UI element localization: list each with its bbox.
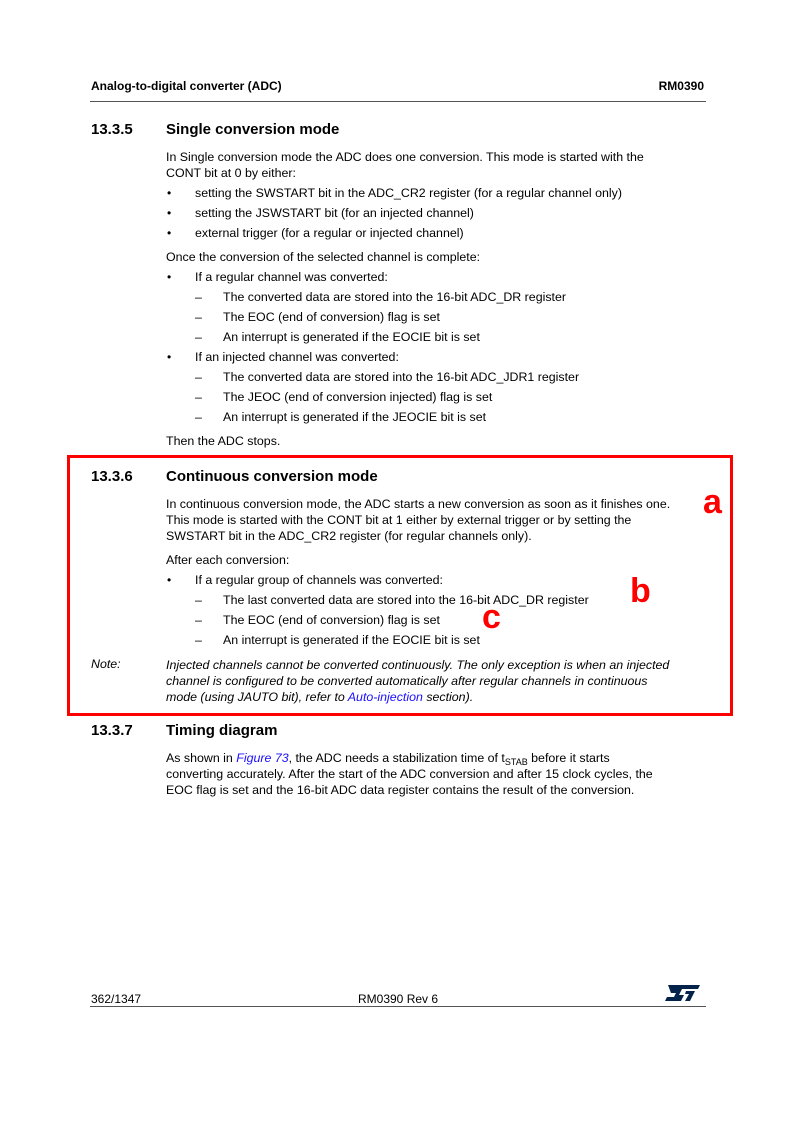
text-segment: As shown in	[166, 751, 237, 765]
paragraph-line: In Single conversion mode the ADC does one conversion. This mode is started with the	[166, 150, 644, 164]
dash-icon: –	[195, 613, 202, 627]
paragraph-line: After each conversion:	[166, 553, 290, 567]
paragraph-line: This mode is started with the CONT bit at 1 either by external trigger or by setting the	[166, 513, 632, 527]
dash-icon: –	[195, 290, 202, 304]
note-text	[166, 657, 711, 705]
section-number: 13.3.6	[91, 468, 133, 485]
annotation-c: c	[482, 598, 501, 636]
bullet-icon: •	[167, 350, 172, 364]
subscript: STAB	[504, 757, 528, 767]
note-label: Note:	[91, 657, 121, 671]
paragraph-line: In continuous conversion mode, the ADC starts a new conversion as soon as it finishes one.	[166, 497, 671, 511]
dash-icon: –	[195, 330, 202, 344]
bullet-icon: •	[167, 573, 172, 587]
footer-divider	[90, 1006, 706, 1007]
dash-icon: –	[195, 593, 202, 607]
text-segment: before it starts	[527, 751, 610, 765]
page-number: 362/1347	[91, 992, 142, 1006]
bullet-icon: •	[167, 226, 172, 240]
paragraph-line: EOC flag is set and the 16-bit ADC data register contains the result of the conversion.	[166, 783, 635, 797]
sub-list-item: An interrupt is generated if the EOCIE bit is set	[223, 633, 480, 647]
section-title: Continuous conversion mode	[166, 468, 378, 485]
sub-list-item: The converted data are stored into the 16-bit ADC_DR register	[223, 290, 566, 304]
sub-list-item: The converted data are stored into the 16-bit ADC_JDR1 register	[223, 370, 580, 384]
sub-list-item: The last converted data are stored into the 16-bit ADC_DR register	[223, 593, 589, 607]
sub-list-item: The JEOC (end of conversion injected) flag is set	[223, 390, 493, 404]
note-line: channel is configured to be converted automatically after regular channels in continuous	[166, 674, 648, 688]
sub-list-item: An interrupt is generated if the EOCIE bit is set	[223, 330, 480, 344]
dash-icon: –	[195, 410, 202, 424]
paragraph-line: SWSTART bit in the ADC_CR2 register (for regular channels only).	[166, 529, 532, 543]
dash-icon: –	[195, 633, 202, 647]
section-number: 13.3.5	[91, 121, 133, 138]
dash-icon: –	[195, 390, 202, 404]
list-item: If a regular channel was converted:	[195, 270, 388, 284]
list-item: setting the JSWSTART bit (for an injected channel)	[195, 206, 474, 220]
note-text-segment: section).	[422, 690, 474, 704]
paragraph-line: CONT bit at 0 by either:	[166, 166, 296, 180]
st-logo-icon	[662, 983, 702, 1008]
paragraph-line: Then the ADC stops.	[166, 434, 281, 448]
list-item: external trigger (for a regular or injected channel)	[195, 226, 464, 240]
running-header-title: Analog-to-digital converter (ADC)	[91, 79, 282, 93]
paragraph-line: Once the conversion of the selected channel is complete:	[166, 250, 481, 264]
annotation-a: a	[703, 483, 722, 521]
bullet-icon: •	[167, 270, 172, 284]
document-revision: RM0390 Rev 6	[358, 992, 439, 1006]
list-item: If an injected channel was converted:	[195, 350, 399, 364]
bullet-icon: •	[167, 186, 172, 200]
sub-list-item: The EOC (end of conversion) flag is set	[223, 613, 440, 627]
section-title: Single conversion mode	[166, 121, 340, 138]
auto-injection-link[interactable]: Auto-injection	[347, 690, 423, 704]
dash-icon: –	[195, 370, 202, 384]
text-segment: , the ADC needs a stabilization time of t	[288, 751, 505, 765]
sub-list-item: The EOC (end of conversion) flag is set	[223, 310, 440, 324]
running-header-doc-id: RM0390	[658, 79, 704, 93]
sub-list-item: An interrupt is generated if the JEOCIE bit is set	[223, 410, 487, 424]
header-divider	[90, 101, 706, 102]
dash-icon: –	[195, 310, 202, 324]
paragraph-line: converting accurately. After the start of the ADC conversion and after 15 clock cycles, the	[166, 767, 653, 781]
list-item: setting the SWSTART bit in the ADC_CR2 register (for a regular channel only)	[195, 186, 622, 200]
note-line	[166, 689, 711, 705]
note-line: Injected channels cannot be converted continuously. The only exception is when an injected	[166, 658, 670, 672]
annotation-b: b	[630, 572, 651, 610]
list-item: If a regular group of channels was converted:	[195, 573, 443, 587]
section-title: Timing diagram	[166, 722, 278, 739]
note-text-segment: mode (using JAUTO bit), refer to	[166, 690, 348, 704]
section-number: 13.3.7	[91, 722, 133, 739]
paragraph-line	[166, 751, 610, 767]
figure-73-link[interactable]: Figure 73	[236, 751, 289, 765]
bullet-icon: •	[167, 206, 172, 220]
